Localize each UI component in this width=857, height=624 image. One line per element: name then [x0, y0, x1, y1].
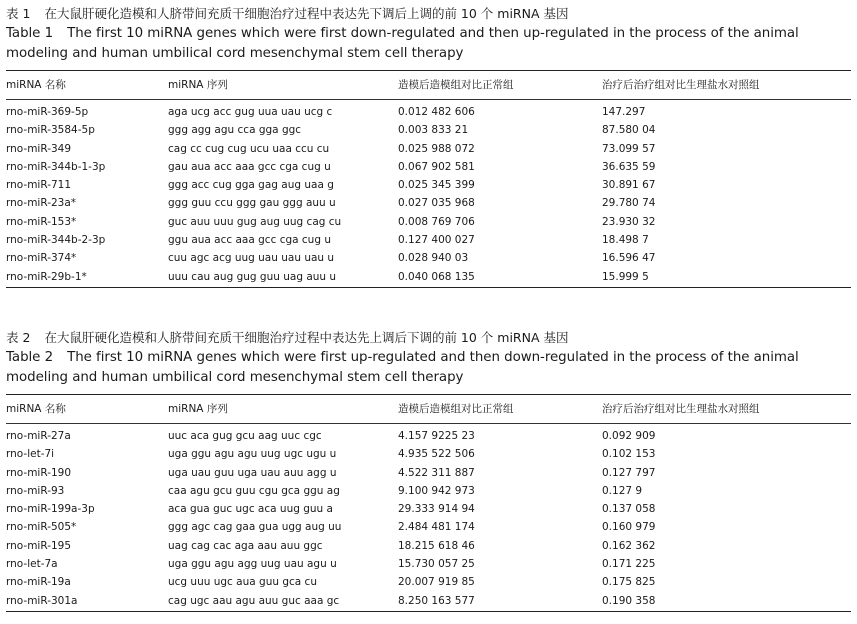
therapy-vs-saline-cell: 0.102 153	[602, 448, 656, 461]
table-1-header-cell: 治疗后治疗组对比生理盐水对照组	[602, 79, 760, 91]
table-2-header-cell: 治疗后治疗组对比生理盐水对照组	[602, 403, 760, 415]
table-2-cn-label: 表 2	[6, 330, 31, 345]
mirna-name-cell: rno-miR-3584-5p	[6, 124, 95, 137]
table-row	[6, 537, 851, 555]
mirna-name-cell: rno-miR-199a-3p	[6, 503, 95, 516]
table-1-header-cell: miRNA 名称	[6, 79, 66, 91]
mirna-sequence-cell: cuu agc acg uug uau uau uau u	[168, 252, 335, 265]
table-row	[6, 518, 851, 536]
table-row	[6, 592, 851, 610]
table-1	[6, 4, 851, 288]
mirna-name-cell: rno-miR-190	[6, 466, 72, 479]
table-2-en-caption	[6, 348, 851, 388]
therapy-vs-saline-cell: 0.160 979	[602, 521, 656, 534]
model-vs-normal-cell: 0.025 345 399	[398, 179, 475, 192]
therapy-vs-saline-cell: 0.137 058	[602, 503, 656, 516]
mirna-sequence-cell: ggg agc cag gaa gua ugg aug uu	[168, 521, 342, 534]
therapy-vs-saline-cell: 16.596 47	[602, 252, 656, 265]
table-row	[6, 249, 851, 267]
mirna-name-cell: rno-miR-19a	[6, 576, 71, 589]
mirna-sequence-cell: cag cc cug cug ucu uaa ccu cu	[168, 142, 330, 155]
model-vs-normal-cell: 0.040 068 135	[398, 270, 475, 283]
therapy-vs-saline-cell: 0.162 362	[602, 539, 656, 552]
table-row	[6, 176, 851, 194]
table-2-header-row	[6, 395, 851, 423]
model-vs-normal-cell: 4.522 311 887	[398, 466, 475, 479]
table-1-body	[6, 100, 851, 287]
therapy-vs-saline-cell: 18.498 7	[602, 234, 649, 247]
mirna-sequence-cell: cag ugc aau agu auu guc aaa gc	[168, 594, 340, 607]
table-1-en-label: Table 1	[6, 26, 54, 41]
model-vs-normal-cell: 9.100 942 973	[398, 484, 475, 497]
table-row	[6, 140, 851, 158]
mirna-sequence-cell: guc auu uuu gug aug uug cag cu	[168, 215, 342, 228]
mirna-sequence-cell: uag cag cac aga aau auu ggc	[168, 539, 323, 552]
table-row	[6, 121, 851, 139]
table-1-en-title: The first 10 miRNA genes which were first down-regulated and then up-regulated in the process of the animal modeling and human umbilical cord mesenchymal stem cell therapy	[6, 26, 799, 61]
model-vs-normal-cell: 0.025 988 072	[398, 142, 475, 155]
model-vs-normal-cell: 18.215 618 46	[398, 539, 475, 552]
model-vs-normal-cell: 0.008 769 706	[398, 215, 475, 228]
table-1-header-cell: miRNA 序列	[168, 79, 228, 91]
mirna-sequence-cell: gau aua acc aaa gcc cga cug u	[168, 160, 331, 173]
table-row	[6, 194, 851, 212]
therapy-vs-saline-cell: 87.580 04	[602, 124, 656, 137]
table-row	[6, 213, 851, 231]
mirna-name-cell: rno-miR-349	[6, 142, 72, 155]
mirna-name-cell: rno-let-7a	[6, 558, 58, 571]
table-2-header-cell: miRNA 序列	[168, 403, 228, 415]
therapy-vs-saline-cell: 30.891 67	[602, 179, 656, 192]
mirna-name-cell: rno-miR-29b-1*	[6, 270, 87, 283]
mirna-sequence-cell: ggg guu ccu ggg gau ggg auu u	[168, 197, 336, 210]
model-vs-normal-cell: 4.935 522 506	[398, 448, 475, 461]
mirna-name-cell: rno-miR-93	[6, 484, 65, 497]
therapy-vs-saline-cell: 0.190 358	[602, 594, 656, 607]
table-2-header-cell: 造模后造模组对比正常组	[398, 403, 514, 415]
mirna-sequence-cell: ggg acc cug gga gag aug uaa g	[168, 179, 334, 192]
table-row	[6, 268, 851, 286]
model-vs-normal-cell: 0.067 902 581	[398, 160, 475, 173]
therapy-vs-saline-cell: 0.175 825	[602, 576, 656, 589]
table-2-cn-title: 在大鼠肝硬化造模和人脐带间充质干细胞治疗过程中表达先上调后下调的前 10 个 miRNA 基因	[44, 330, 569, 345]
model-vs-normal-cell: 0.127 400 027	[398, 234, 475, 247]
mirna-sequence-cell: ggg agg agu cca gga ggc	[168, 124, 302, 137]
therapy-vs-saline-cell: 0.127 9	[602, 484, 643, 497]
mirna-sequence-cell: caa agu gcu guu cgu gca ggu ag	[168, 484, 340, 497]
therapy-vs-saline-cell: 29.780 74	[602, 197, 656, 210]
mirna-sequence-cell: ggu aua acc aaa gcc cga cug u	[168, 234, 331, 247]
model-vs-normal-cell: 0.027 035 968	[398, 197, 475, 210]
mirna-sequence-cell: aca gua guc ugc aca uug guu a	[168, 503, 333, 516]
table-2	[6, 328, 851, 612]
therapy-vs-saline-cell: 0.092 909	[602, 430, 656, 442]
table-1-cn-title: 在大鼠肝硬化造模和人脐带间充质干细胞治疗过程中表达先下调后上调的前 10 个 miRNA 基因	[44, 6, 569, 21]
model-vs-normal-cell: 15.730 057 25	[398, 558, 475, 571]
therapy-vs-saline-cell: 0.127 797	[602, 466, 656, 479]
therapy-vs-saline-cell: 15.999 5	[602, 270, 649, 283]
model-vs-normal-cell: 20.007 919 85	[398, 576, 475, 589]
table-row	[6, 158, 851, 176]
mirna-name-cell: rno-miR-344b-2-3p	[6, 234, 106, 247]
mirna-sequence-cell: uga ggu agu agu uug ugc ugu u	[168, 448, 337, 461]
table-row	[6, 103, 851, 121]
table-2-cn-caption	[6, 328, 851, 348]
table-row	[6, 427, 851, 445]
table-row	[6, 445, 851, 463]
mirna-sequence-cell: uga uau guu uga uau auu agg u	[168, 466, 337, 479]
therapy-vs-saline-cell: 147.297	[602, 106, 646, 118]
table-2-bottom-rule	[6, 611, 851, 612]
table-2-en-label: Table 2	[6, 350, 54, 365]
model-vs-normal-cell: 0.003 833 21	[398, 124, 469, 137]
table-2-en-title: The first 10 miRNA genes which were first up-regulated and then down-regulated in the process of the animal modeling and human umbilical cord mesenchymal stem cell therapy	[6, 350, 799, 385]
table-row	[6, 231, 851, 249]
therapy-vs-saline-cell: 73.099 57	[602, 142, 656, 155]
therapy-vs-saline-cell: 0.171 225	[602, 558, 656, 571]
table-1-header-cell: 造模后造模组对比正常组	[398, 79, 514, 91]
table-1-cn-label: 表 1	[6, 6, 31, 21]
model-vs-normal-cell: 8.250 163 577	[398, 594, 475, 607]
table-row	[6, 555, 851, 573]
mirna-sequence-cell: ucg uuu ugc aua guu gca cu	[168, 576, 317, 589]
model-vs-normal-cell: 0.028 940 03	[398, 252, 469, 265]
therapy-vs-saline-cell: 23.930 32	[602, 215, 656, 228]
mirna-name-cell: rno-let-7i	[6, 448, 55, 461]
model-vs-normal-cell: 2.484 481 174	[398, 521, 475, 534]
table-1-en-caption	[6, 24, 851, 64]
table-row	[6, 573, 851, 591]
mirna-name-cell: rno-miR-27a	[6, 430, 71, 442]
mirna-sequence-cell: aga ucg acc gug uua uau ucg c	[168, 106, 333, 118]
mirna-name-cell: rno-miR-153*	[6, 215, 77, 228]
mirna-name-cell: rno-miR-374*	[6, 252, 77, 265]
mirna-name-cell: rno-miR-344b-1-3p	[6, 160, 106, 173]
mirna-name-cell: rno-miR-195	[6, 539, 72, 552]
table-2-header-cell: miRNA 名称	[6, 403, 66, 415]
model-vs-normal-cell: 29.333 914 94	[398, 503, 475, 516]
mirna-sequence-cell: uga ggu agu agg uug uau agu u	[168, 558, 337, 571]
mirna-name-cell: rno-miR-301a	[6, 594, 78, 607]
table-1-bottom-rule	[6, 287, 851, 288]
table-row	[6, 500, 851, 518]
model-vs-normal-cell: 0.012 482 606	[398, 106, 475, 118]
mirna-sequence-cell: uuc aca gug gcu aag uuc cgc	[168, 430, 322, 442]
table-2-body	[6, 424, 851, 611]
mirna-name-cell: rno-miR-23a*	[6, 197, 77, 210]
table-row	[6, 482, 851, 500]
therapy-vs-saline-cell: 36.635 59	[602, 160, 656, 173]
mirna-name-cell: rno-miR-369-5p	[6, 106, 89, 118]
table-1-header-row	[6, 71, 851, 99]
model-vs-normal-cell: 4.157 9225 23	[398, 430, 475, 442]
mirna-name-cell: rno-miR-505*	[6, 521, 77, 534]
table-row	[6, 464, 851, 482]
mirna-name-cell: rno-miR-711	[6, 179, 72, 192]
mirna-sequence-cell: uuu cau aug gug guu uag auu u	[168, 270, 337, 283]
table-1-cn-caption	[6, 4, 851, 24]
